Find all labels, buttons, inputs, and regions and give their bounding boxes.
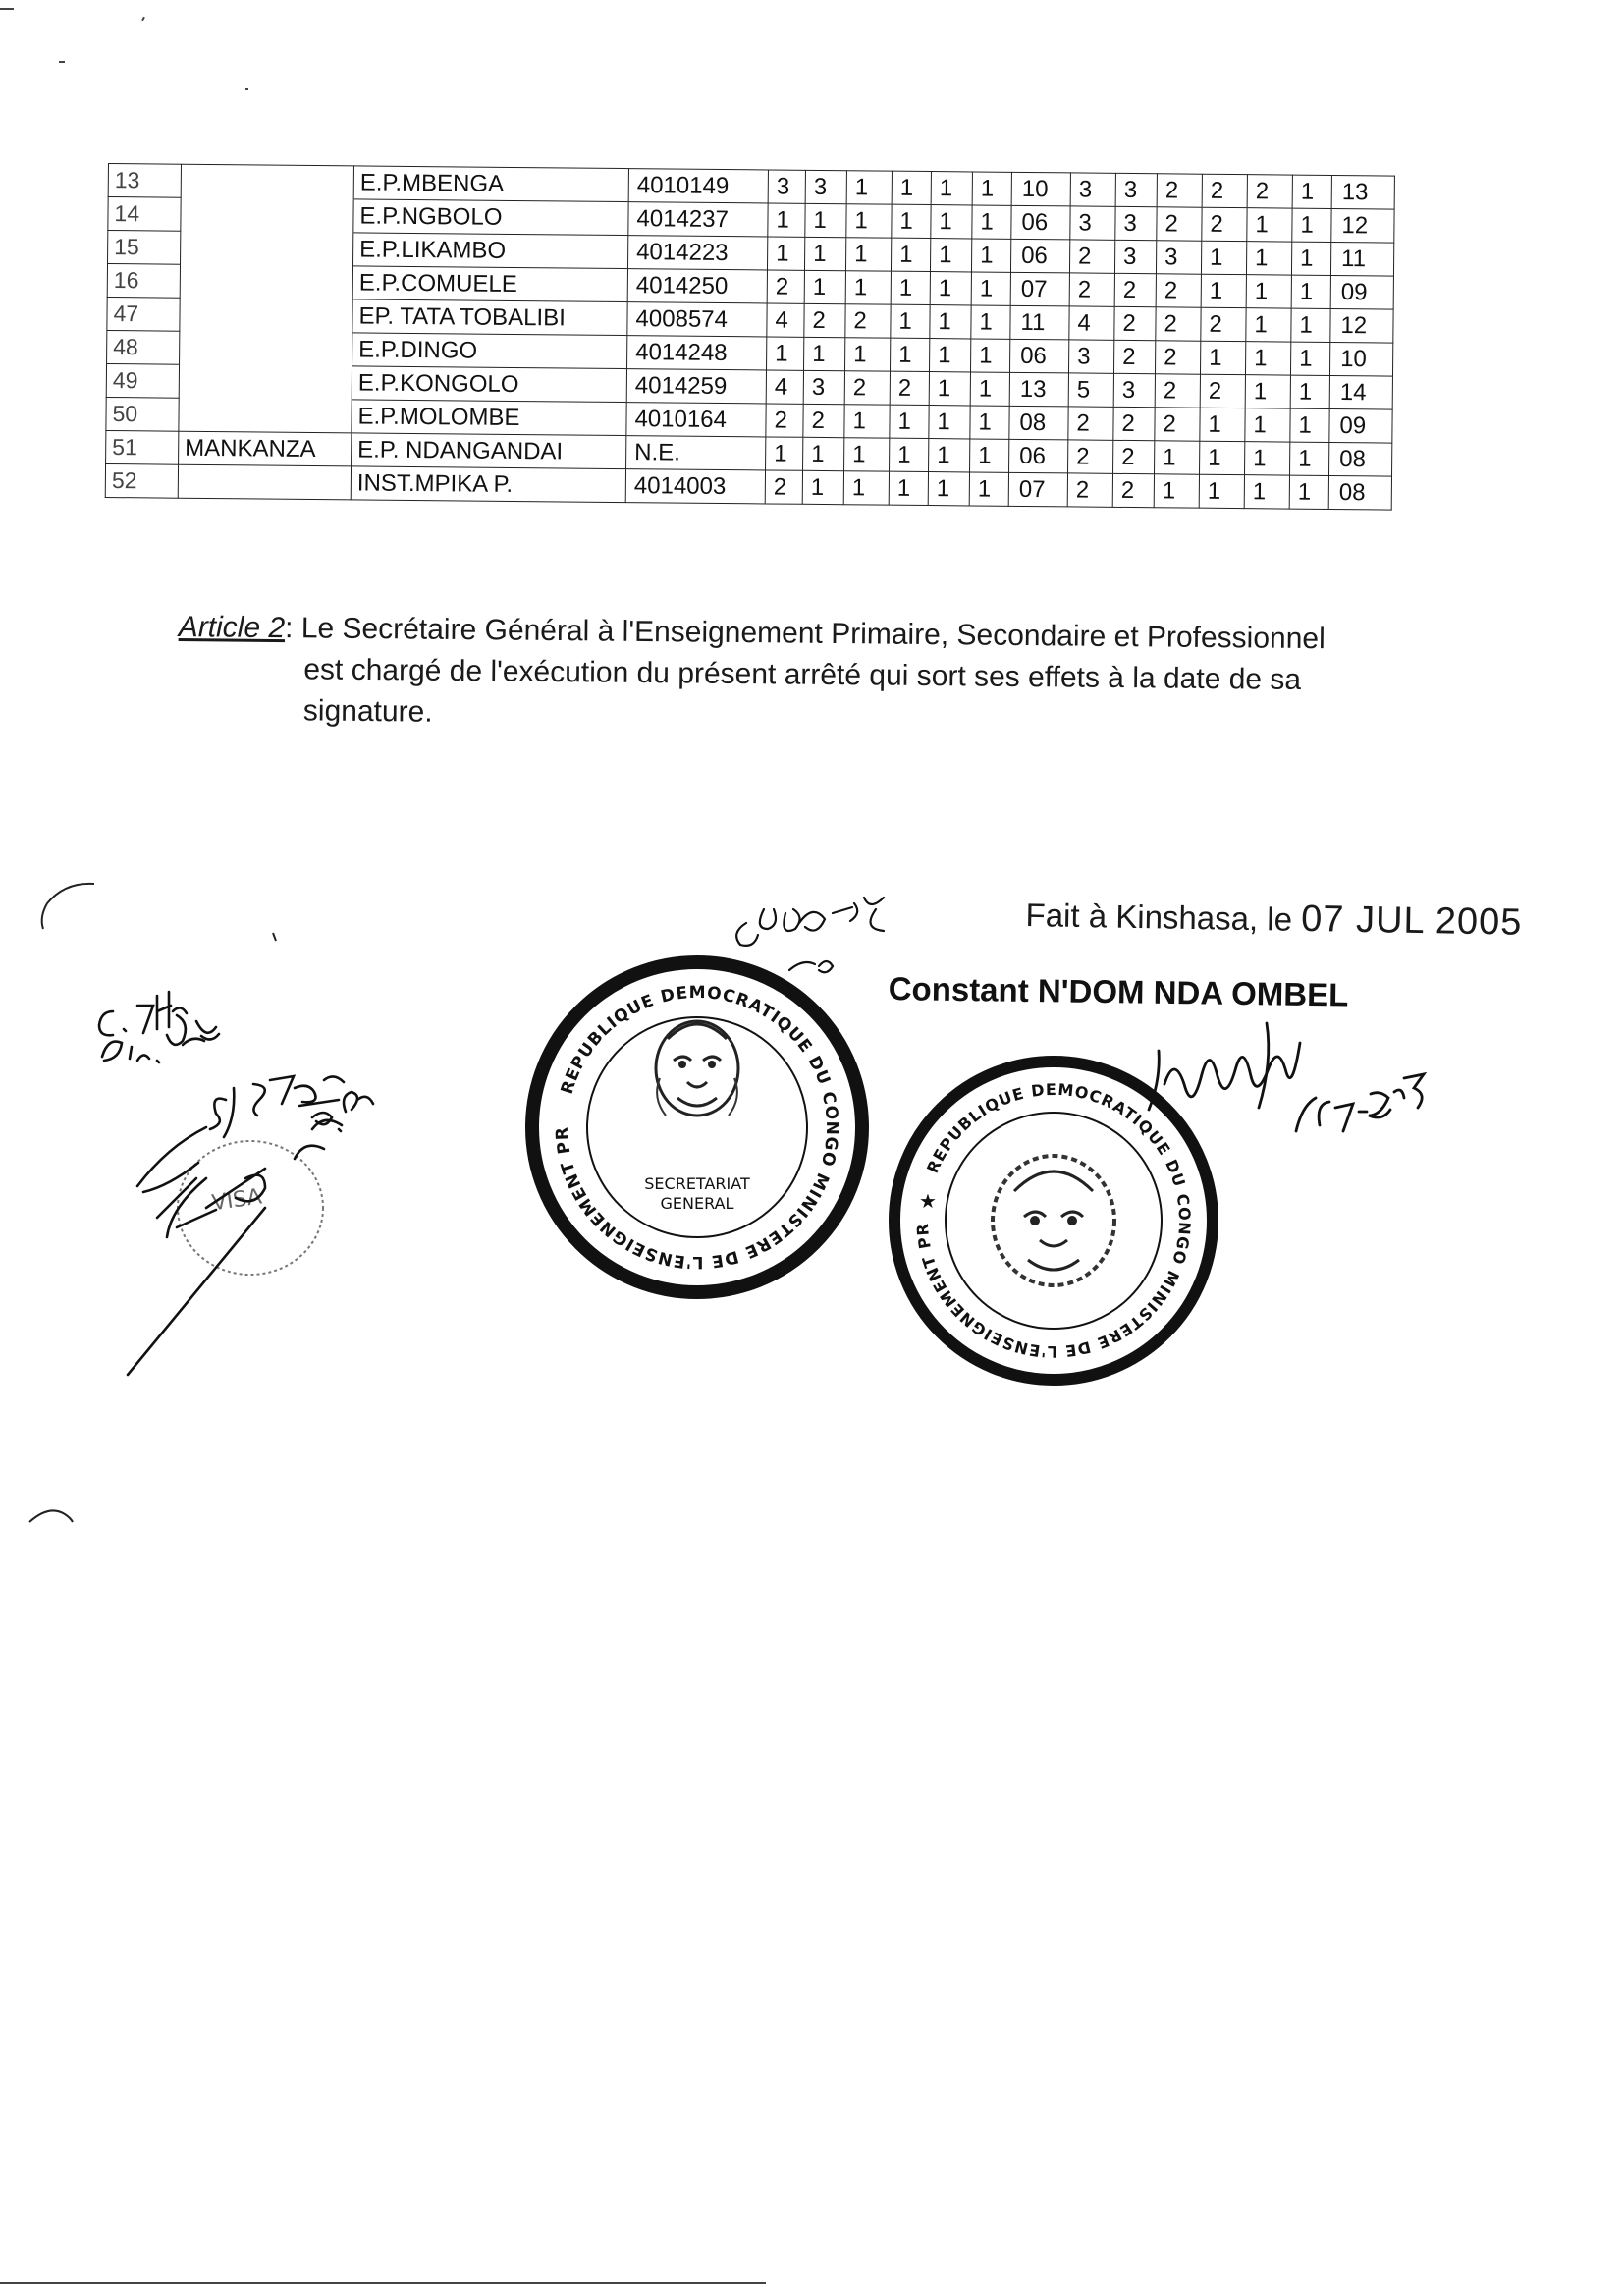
score-cell: 1 <box>890 438 929 471</box>
row-number-cell: 47 <box>107 297 180 331</box>
article-text-1: Le Secrétaire Général à l'Enseignement Primaire, Secondaire et Professionnel <box>300 612 1326 656</box>
score-cell: 2 <box>804 303 845 337</box>
score-cell: 3 <box>768 170 805 203</box>
score-cell: 1 <box>1246 275 1291 308</box>
score-cell: 1 <box>804 237 845 270</box>
school-name-cell: E.P.MOLOMBE <box>352 400 626 436</box>
score-cell: 1 <box>846 204 892 238</box>
score-cell: 1 <box>1247 208 1292 242</box>
score-cell: 1 <box>929 439 970 472</box>
score-cell: 1 <box>969 472 1008 506</box>
score-cell: 4 <box>766 370 803 404</box>
score-cell: 2 <box>1069 240 1114 273</box>
score-cell: 1 <box>1291 242 1330 275</box>
total-cell: 11 <box>1330 242 1393 276</box>
row-number-cell: 51 <box>106 430 179 464</box>
total-cell: 12 <box>1330 308 1393 343</box>
subtotal-cell: 06 <box>1009 439 1068 473</box>
score-cell: 2 <box>844 371 890 405</box>
subtotal-cell: 13 <box>1009 372 1068 407</box>
score-cell: 1 <box>1155 441 1200 474</box>
score-cell: 1 <box>930 239 971 272</box>
score-cell: 1 <box>1199 474 1244 508</box>
score-cell: 1 <box>805 203 846 237</box>
score-cell: 2 <box>1202 207 1247 241</box>
school-code-cell: 4010149 <box>628 169 768 203</box>
score-cell: 2 <box>1156 274 1201 307</box>
score-cell: 1 <box>931 205 972 239</box>
score-cell: 1 <box>929 372 970 406</box>
score-cell: 1 <box>971 239 1010 272</box>
score-cell: 2 <box>1113 407 1155 440</box>
score-cell: 2 <box>1200 374 1245 408</box>
score-cell: 1 <box>970 339 1009 372</box>
score-cell: 3 <box>1070 173 1115 206</box>
score-cell: 2 <box>1247 175 1292 208</box>
score-cell: 1 <box>1201 241 1246 274</box>
score-cell: 1 <box>971 305 1010 339</box>
place-text: Fait à Kinshasa, le <box>1025 896 1293 938</box>
score-cell: 2 <box>1113 440 1155 473</box>
score-cell: 2 <box>1114 273 1156 306</box>
subtotal-cell: 06 <box>1009 339 1068 373</box>
score-cell: 3 <box>803 370 844 404</box>
subtotal-cell: 11 <box>1010 305 1069 340</box>
score-cell: 1 <box>1292 208 1331 242</box>
score-cell: 1 <box>1245 442 1290 475</box>
score-cell: 2 <box>765 470 802 504</box>
score-cell: 1 <box>804 337 845 370</box>
total-cell: 09 <box>1329 408 1392 443</box>
province-cell <box>179 398 352 433</box>
score-cell: 1 <box>929 406 970 439</box>
score-cell: 2 <box>767 270 804 303</box>
secretariat-caption-2: GENERAL <box>660 1194 734 1213</box>
province-cell <box>180 264 352 299</box>
score-cell: 1 <box>892 204 931 238</box>
score-cell: 1 <box>929 339 970 372</box>
province-cell <box>179 364 352 400</box>
score-cell: 1 <box>930 305 971 339</box>
row-number-cell: 16 <box>107 264 180 299</box>
score-cell: 1 <box>1291 308 1330 342</box>
score-cell: 3 <box>1156 241 1201 274</box>
scan-speck <box>141 17 145 21</box>
school-name-cell: INST.MPIKA P. <box>351 466 625 503</box>
schools-table <box>105 163 1395 511</box>
score-cell: 3 <box>1113 373 1155 407</box>
leopard-emblem-icon <box>656 1021 738 1116</box>
score-cell: 1 <box>1200 408 1245 441</box>
province-cell <box>181 197 353 233</box>
province-cell <box>181 164 353 199</box>
score-cell: 1 <box>1245 342 1290 375</box>
score-cell: 2 <box>1155 374 1200 408</box>
secretariat-stamp <box>520 951 874 1304</box>
score-cell: 1 <box>845 238 891 271</box>
school-code-cell: 4014223 <box>627 236 767 270</box>
row-number-cell: 15 <box>108 231 181 265</box>
score-cell: 2 <box>890 371 929 405</box>
total-cell: 10 <box>1329 342 1392 376</box>
score-cell: 1 <box>1245 375 1290 408</box>
score-cell: 1 <box>1292 175 1331 208</box>
article-colon: : <box>284 612 301 645</box>
school-name-cell: E.P. NDANGANDAI <box>352 433 626 469</box>
score-cell: 1 <box>972 172 1011 205</box>
minister-stamp-seal <box>884 1051 1223 1390</box>
school-name-cell: E.P.LIKAMBO <box>353 233 628 269</box>
subtotal-cell: 07 <box>1008 472 1067 507</box>
school-code-cell: 4014237 <box>628 202 768 237</box>
scan-speck <box>0 8 14 10</box>
score-cell: 1 <box>1290 342 1329 375</box>
visa-stamp-text: VISA <box>210 1184 264 1217</box>
score-cell: 1 <box>930 272 971 305</box>
score-cell: 1 <box>931 172 972 205</box>
minister-stamp-ring-text: REPUBLIQUE DEMOCRATIQUE DU CONGO MINISTERE DE L'ENSEIGNEMENT PR <box>912 1079 1195 1362</box>
province-cell <box>178 464 351 500</box>
score-cell: 2 <box>1157 174 1202 207</box>
score-cell: 1 <box>844 438 890 471</box>
total-cell: 09 <box>1330 275 1393 309</box>
row-number-cell: 48 <box>107 330 180 364</box>
score-cell: 4 <box>767 303 804 337</box>
total-cell: 14 <box>1329 375 1392 409</box>
subtotal-cell: 07 <box>1010 272 1069 306</box>
secretariat-caption-1: SECRETARIAT <box>644 1174 750 1193</box>
row-number-cell: 49 <box>106 363 179 398</box>
signatory-name: Constant N'DOM NDA OMBEL <box>888 970 1349 1013</box>
subtotal-cell: 10 <box>1011 172 1070 206</box>
total-cell: 13 <box>1331 175 1394 209</box>
score-cell: 2 <box>845 304 891 338</box>
score-cell: 1 <box>1244 475 1289 509</box>
score-cell: 1 <box>891 304 930 338</box>
province-cell <box>180 298 352 333</box>
score-cell: 2 <box>803 404 844 437</box>
score-cell: 4 <box>1069 306 1114 340</box>
minister-stamp <box>884 1051 1223 1390</box>
scan-speck <box>0 2282 766 2284</box>
score-cell: 1 <box>889 471 928 505</box>
score-cell: 1 <box>972 205 1011 239</box>
row-number-cell: 14 <box>108 197 181 232</box>
school-code-cell: 4010164 <box>626 403 766 437</box>
total-cell: 08 <box>1329 442 1392 476</box>
score-cell: 1 <box>1245 408 1290 442</box>
school-name-cell: EP. TATA TOBALIBI <box>352 299 627 336</box>
province-cell <box>181 231 353 266</box>
school-code-cell: 4014248 <box>627 336 767 370</box>
score-cell: 1 <box>802 470 843 504</box>
subtotal-cell: 08 <box>1009 406 1068 440</box>
visa-stamp <box>172 1134 329 1281</box>
score-cell: 3 <box>805 170 846 203</box>
school-code-cell: 4014003 <box>625 469 765 504</box>
score-cell: 1 <box>1201 274 1246 307</box>
score-cell: 1 <box>1246 242 1291 275</box>
school-name-cell: E.P.DINGO <box>352 333 627 369</box>
score-cell: 2 <box>1068 407 1113 440</box>
score-cell: 1 <box>970 439 1009 472</box>
score-cell: 2 <box>1201 307 1246 341</box>
score-cell: 1 <box>1246 308 1291 342</box>
score-cell: 1 <box>844 405 890 438</box>
score-cell: 1 <box>1289 475 1328 509</box>
score-cell: 1 <box>970 372 1009 406</box>
score-cell: 1 <box>890 405 929 438</box>
score-cell: 2 <box>1156 307 1201 341</box>
place-date <box>1025 894 1522 945</box>
score-cell: 1 <box>892 171 931 204</box>
score-cell: 1 <box>928 472 969 506</box>
school-code-cell: N.E. <box>626 436 766 470</box>
score-cell: 1 <box>1290 442 1329 475</box>
score-cell: 1 <box>768 203 805 237</box>
subtotal-cell: 06 <box>1011 205 1070 240</box>
score-cell: 2 <box>766 404 803 437</box>
score-cell: 1 <box>767 337 804 370</box>
score-cell: 2 <box>1068 440 1113 473</box>
score-cell: 1 <box>845 338 891 371</box>
score-cell: 1 <box>1154 474 1199 508</box>
subtotal-cell: 06 <box>1010 239 1069 273</box>
visa-stamp-seal <box>172 1134 329 1281</box>
signing-date: 07 JUL 2005 <box>1300 898 1523 944</box>
school-name-cell: E.P.NGBOLO <box>353 199 628 236</box>
school-name-cell: E.P.COMUELE <box>352 266 627 302</box>
score-cell: 3 <box>1114 240 1156 273</box>
score-cell: 1 <box>843 471 889 505</box>
score-cell: 1 <box>1200 341 1245 374</box>
score-cell: 3 <box>1115 173 1157 206</box>
score-cell: 1 <box>891 271 930 304</box>
province-cell <box>180 331 352 366</box>
score-cell: 3 <box>1068 340 1113 373</box>
score-cell: 2 <box>1113 340 1155 373</box>
score-cell: 1 <box>803 437 844 470</box>
score-cell: 1 <box>891 238 930 271</box>
score-cell: 1 <box>1290 375 1329 408</box>
article-line-3: signature. <box>302 694 433 729</box>
score-cell: 2 <box>1155 341 1200 374</box>
score-cell: 2 <box>1157 207 1202 241</box>
table-body <box>105 164 1394 511</box>
row-number-cell: 13 <box>108 164 181 198</box>
score-cell: 1 <box>1290 408 1329 442</box>
leopard-emblem-icon <box>993 1156 1114 1285</box>
score-cell: 1 <box>767 237 804 270</box>
score-cell: 3 <box>1070 206 1115 240</box>
score-cell: 1 <box>766 437 803 470</box>
star-icon: ★ <box>919 1191 937 1213</box>
article-label: Article 2 <box>178 610 286 645</box>
row-number-cell: 50 <box>106 397 179 431</box>
school-code-cell: 4014259 <box>626 369 766 404</box>
score-cell: 1 <box>970 406 1009 439</box>
score-cell: 2 <box>1155 408 1200 441</box>
school-code-cell: 4008574 <box>627 302 767 337</box>
score-cell: 1 <box>846 171 892 204</box>
secretariat-stamp-ring-text: REPUBLIQUE DEMOCRATIQUE DU CONGO MINISTERE DE L'ENSEIGNEMENT PR <box>552 982 842 1273</box>
school-name-cell: E.P.MBENGA <box>353 166 628 202</box>
score-cell: 2 <box>1069 273 1114 306</box>
school-name-cell: E.P.KONGOLO <box>352 366 626 403</box>
scan-speck <box>59 61 65 63</box>
score-cell: 2 <box>1067 473 1112 507</box>
score-cell: 5 <box>1068 373 1113 407</box>
score-cell: 2 <box>1112 473 1154 507</box>
province-cell: MANKANZA <box>179 431 352 466</box>
total-cell: 12 <box>1331 208 1394 243</box>
article-2 <box>178 607 1357 743</box>
score-cell: 1 <box>971 272 1010 305</box>
school-code-cell: 4014250 <box>627 269 767 303</box>
row-number-cell: 52 <box>105 463 178 498</box>
score-cell: 1 <box>891 338 930 371</box>
score-cell: 3 <box>1115 206 1157 240</box>
score-cell: 1 <box>1200 441 1245 474</box>
score-cell: 1 <box>804 270 845 303</box>
total-cell: 08 <box>1328 475 1391 510</box>
secretariat-stamp-seal <box>520 951 874 1304</box>
article-line-2: est chargé de l'exécution du présent arrêté qui sort ses effets à la date de sa <box>303 653 1302 696</box>
score-cell: 2 <box>1114 306 1156 340</box>
score-cell: 1 <box>845 271 891 304</box>
scan-speck <box>245 88 248 90</box>
score-cell: 2 <box>1202 174 1247 207</box>
score-cell: 1 <box>1291 275 1330 308</box>
